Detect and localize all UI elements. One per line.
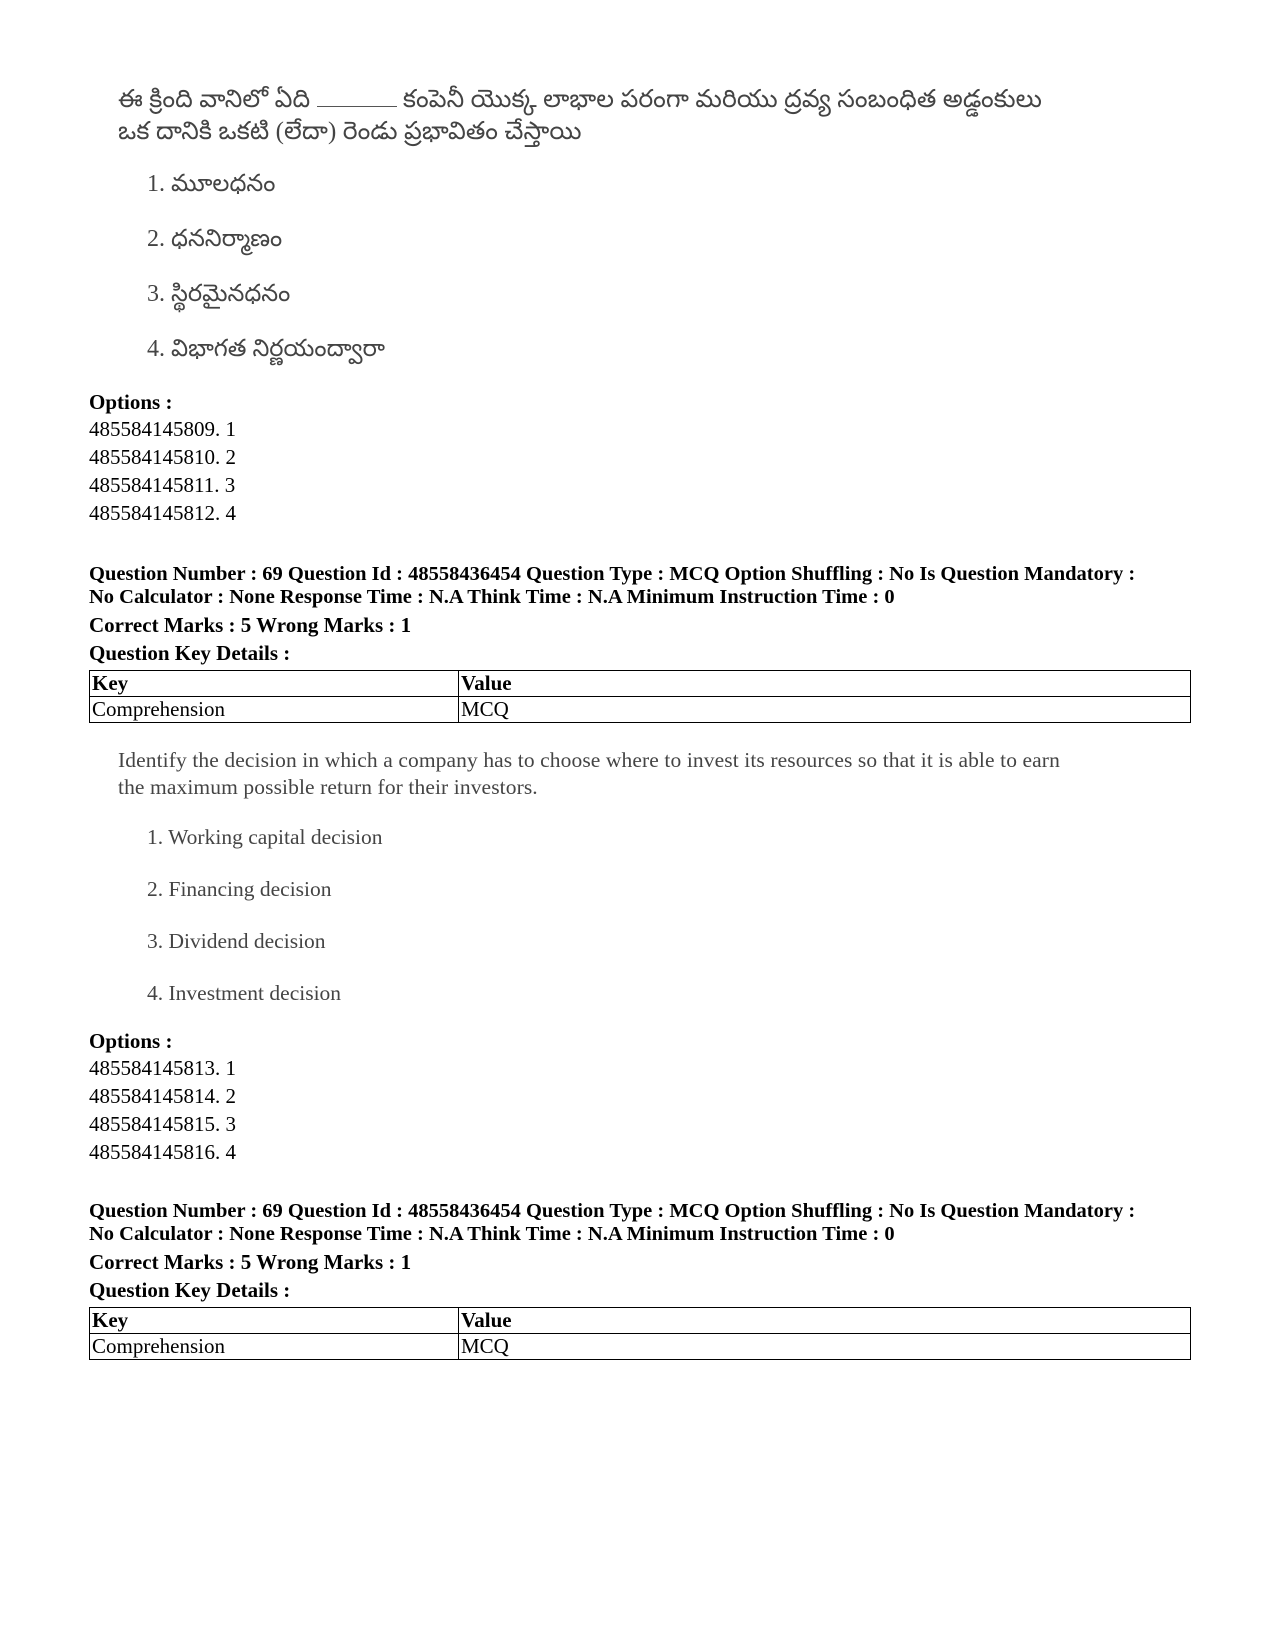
key-details-table [89, 670, 1191, 723]
options-title: Options : [89, 390, 173, 414]
options-title: Options : [89, 1029, 173, 1053]
blank-line [317, 86, 397, 107]
marks-line: Correct Marks : 5 Wrong Marks : 1 [89, 613, 412, 637]
options-list-2 [89, 1029, 236, 1166]
choice-1: 1. Working capital decision [147, 825, 383, 849]
option-item: 485584145815. 3 [89, 1112, 236, 1136]
table-header-value: Value [459, 1308, 1191, 1334]
meta-line2: No Calculator : None Response Time : N.A Think Time : N.A Minimum Instruction Time : 0 [89, 1223, 895, 1245]
question-text [118, 84, 1192, 148]
table-header-value: Value [459, 671, 1191, 697]
choice-2: 2. Financing decision [147, 877, 332, 901]
option-item: 485584145813. 1 [89, 1056, 236, 1080]
options-list-1 [89, 390, 236, 527]
table-cell-key: Comprehension [90, 697, 459, 723]
choice-3: 3. స్థిరమైనధనం [147, 281, 291, 307]
table-row [90, 1334, 1191, 1360]
key-details-table [89, 1307, 1191, 1360]
option-item: 485584145809. 1 [89, 417, 236, 441]
question-text-line1: Identify the decision in which a company has to choose where to invest its resources so that it is able to earn [118, 748, 1060, 772]
marks-line: Correct Marks : 5 Wrong Marks : 1 [89, 1250, 412, 1274]
question-text [118, 747, 1192, 801]
meta-line1: Question Number : 69 Question Id : 48558436454 Question Type : MCQ Option Shuffling : No Is Question Mandatory : [89, 1200, 1136, 1222]
meta-line2: No Calculator : None Response Time : N.A Think Time : N.A Minimum Instruction Time : 0 [89, 586, 895, 608]
option-item: 485584145812. 4 [89, 501, 236, 525]
table-header-key: Key [90, 671, 459, 697]
choice-2: 2. ధననిర్మాణం [147, 226, 283, 252]
meta-line1: Question Number : 69 Question Id : 48558436454 Question Type : MCQ Option Shuffling : No Is Question Mandatory : [89, 563, 1136, 585]
option-item: 485584145814. 2 [89, 1084, 236, 1108]
option-item: 485584145816. 4 [89, 1140, 236, 1164]
key-details-title: Question Key Details : [89, 1278, 291, 1302]
table-cell-value: MCQ [459, 697, 1191, 723]
question-meta-1 [89, 563, 1199, 723]
question-image-telugu [92, 84, 1192, 362]
table-row [90, 697, 1191, 723]
table-cell-value: MCQ [459, 1334, 1191, 1360]
option-item: 485584145810. 2 [89, 445, 236, 469]
question-text-line2: ఒక దానికి ఒకటి (లేదా) రెండు ప్రభావితం చేస్తాయి [118, 118, 582, 145]
key-details-title: Question Key Details : [89, 641, 291, 665]
table-header-row [90, 671, 1191, 697]
question-image-english [92, 747, 1192, 1005]
question-text-line1-cont: కంపెనీ యొక్క లాభాల పరంగా మరియు ద్రవ్య సంబంధిత అడ్డంకులు [402, 86, 1043, 113]
question-text-line2: the maximum possible return for their investors. [118, 775, 538, 799]
choice-4: 4. విభాగత నిర్ణయంద్వారా [147, 336, 386, 362]
table-cell-key: Comprehension [90, 1334, 459, 1360]
table-header-row [90, 1308, 1191, 1334]
choice-4: 4. Investment decision [147, 981, 342, 1005]
choice-3: 3. Dividend decision [147, 929, 326, 953]
table-header-key: Key [90, 1308, 459, 1334]
choice-1: 1. మూలధనం [147, 171, 276, 197]
option-item: 485584145811. 3 [89, 473, 236, 497]
question-meta-2 [89, 1200, 1199, 1360]
question-text-line1: ఈ క్రింది వానిలో ఏది [118, 86, 311, 113]
